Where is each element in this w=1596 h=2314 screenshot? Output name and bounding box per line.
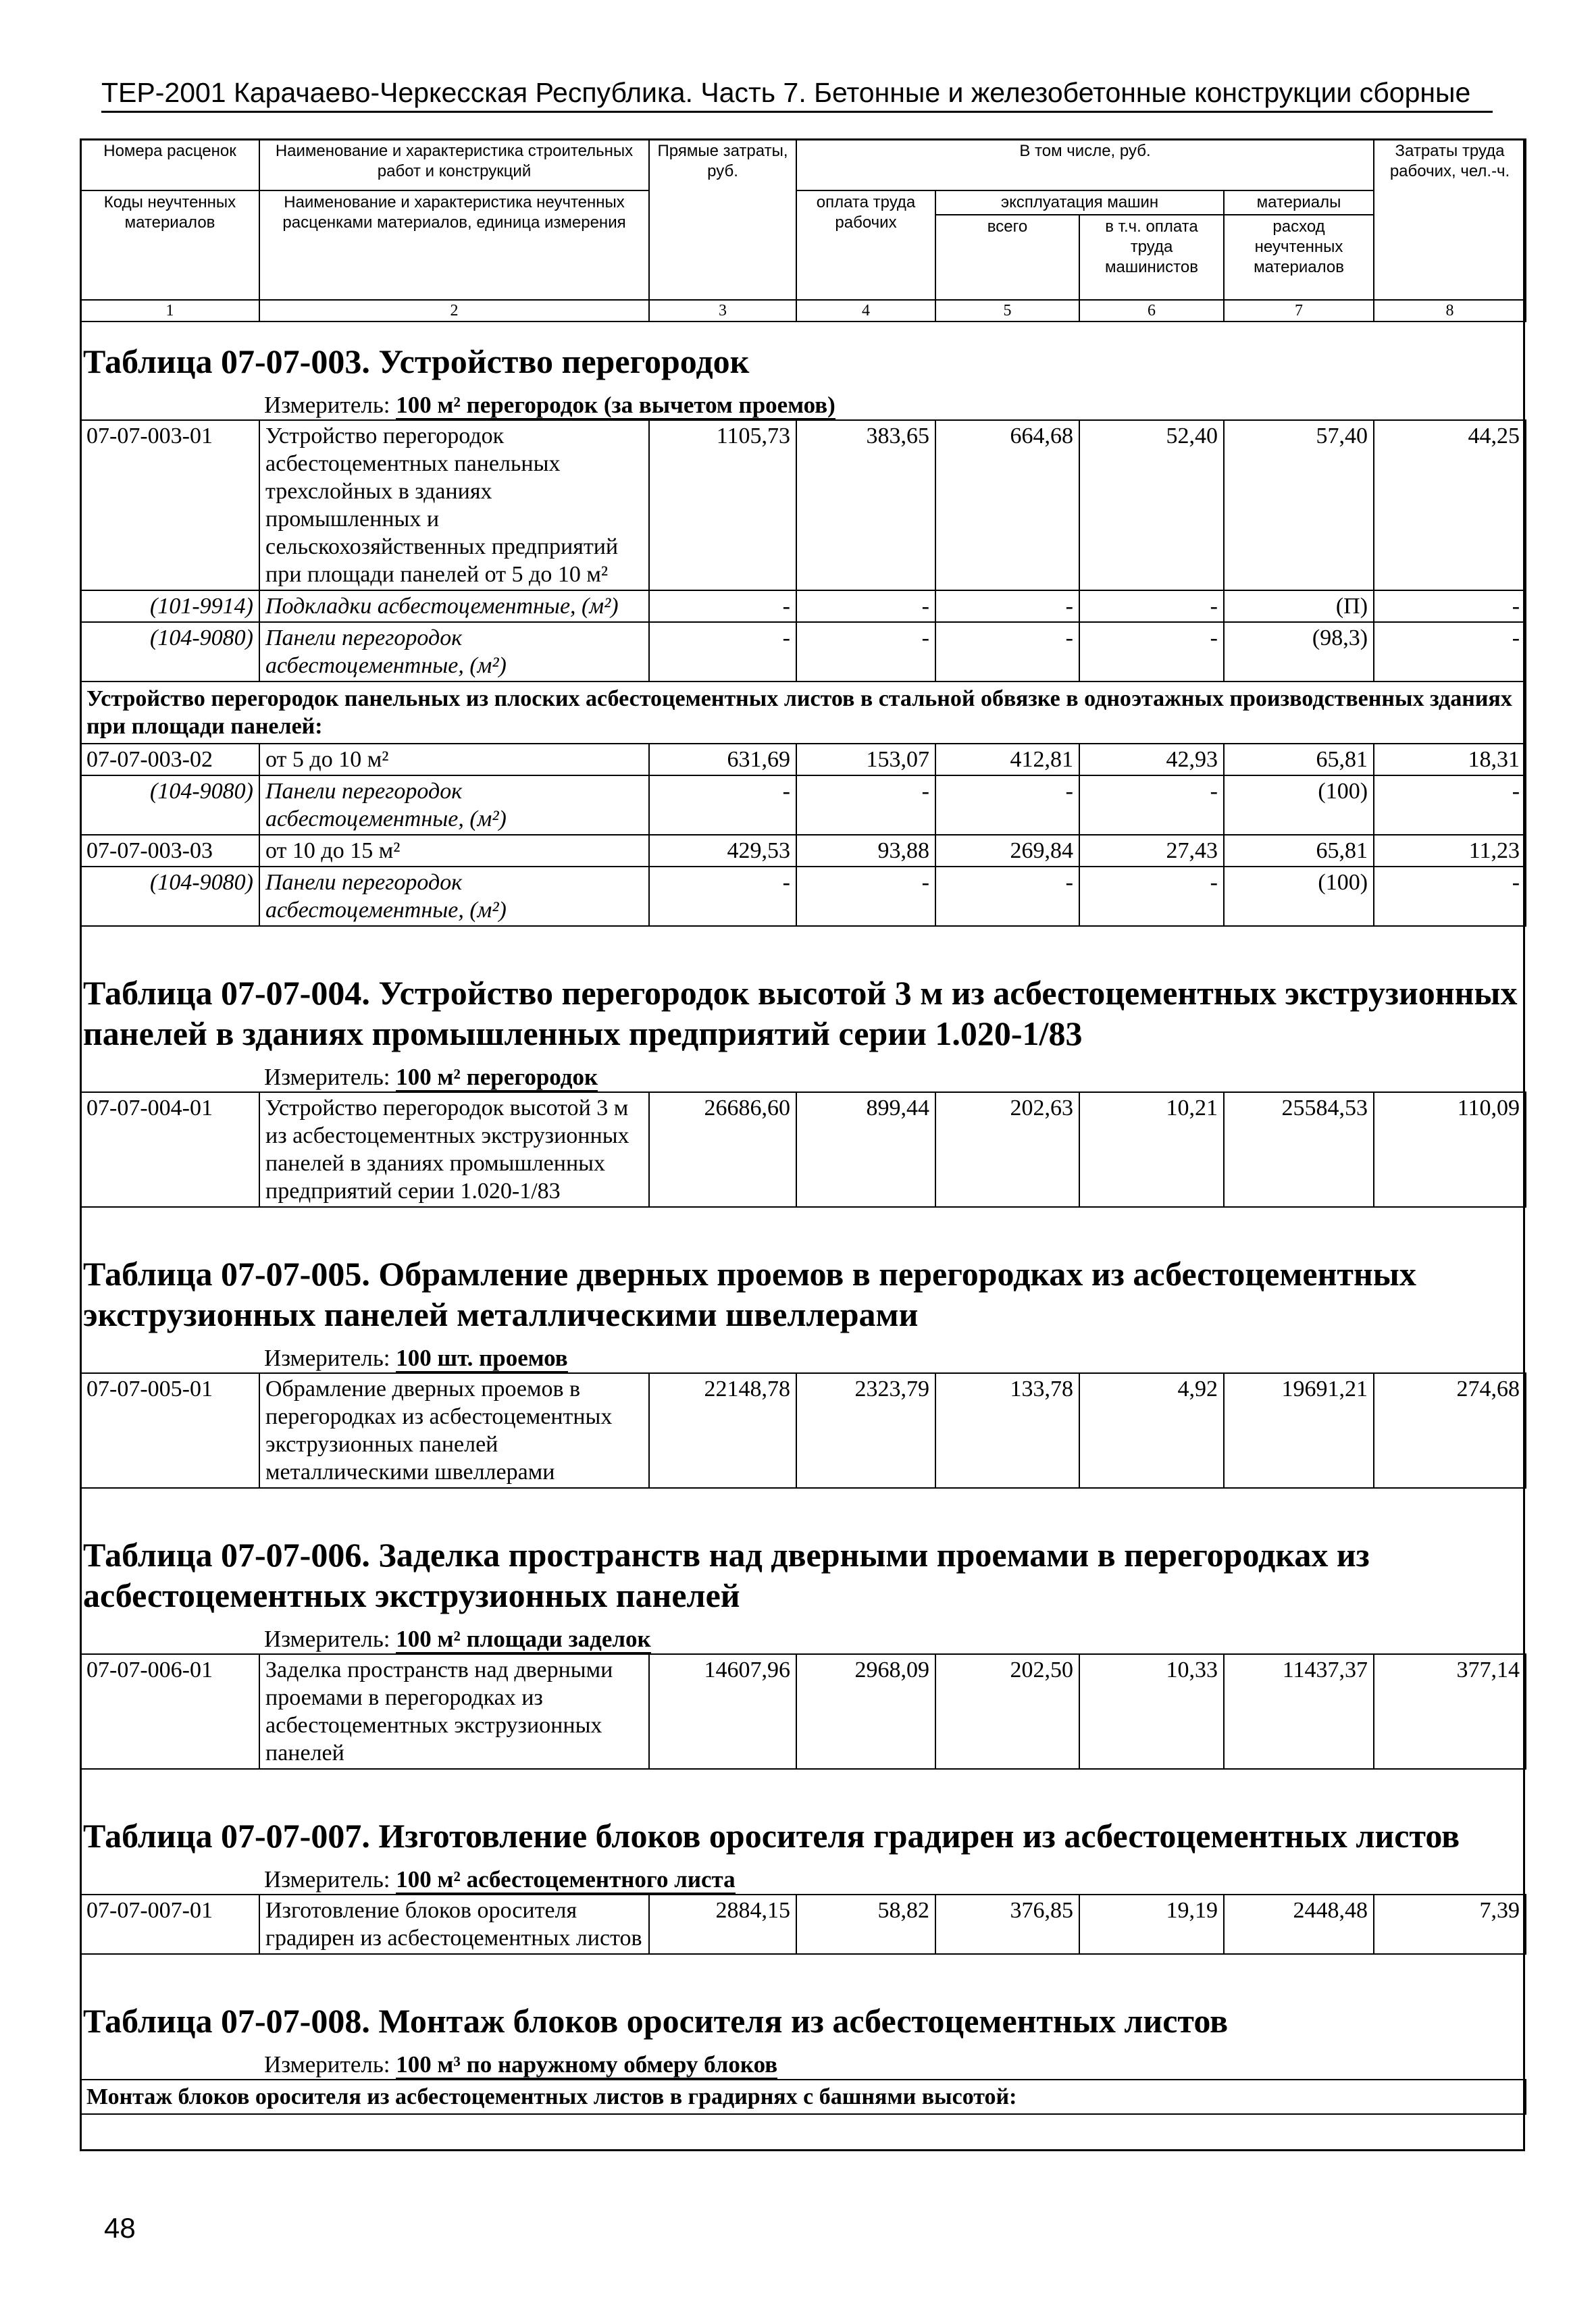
- machinists-pay: 42,93: [1079, 744, 1224, 775]
- measure-value: 100 м² перегородок (за вычетом проемов): [396, 392, 835, 420]
- direct-costs: -: [649, 622, 796, 682]
- machinists-pay: 52,40: [1079, 420, 1224, 590]
- machinists-pay: -: [1079, 867, 1224, 926]
- machines-total: 269,84: [935, 835, 1079, 867]
- header-col4: оплата труда рабочих: [796, 190, 935, 300]
- rate-name: от 10 до 15 м²: [259, 835, 649, 867]
- rate-code: 07-07-007-01: [80, 1895, 259, 1954]
- header-col1-bottom: Коды неучтенных материалов: [80, 190, 259, 300]
- direct-costs: -: [649, 867, 796, 926]
- measure-value: 100 м³ по наружному обмеру блоков: [396, 2051, 777, 2080]
- machinists-pay: -: [1079, 775, 1224, 835]
- materials: (98,3): [1224, 622, 1374, 682]
- column-number: 2: [259, 300, 649, 322]
- labor-pay: 153,07: [796, 744, 935, 775]
- measure-label: Измеритель:: [264, 1866, 390, 1893]
- measure-value: 100 шт. проемов: [396, 1345, 567, 1373]
- rate-name: Обрамление дверных проемов в перегородках из асбестоцементных экструзионных панелей металлическими швеллерами: [259, 1373, 649, 1488]
- materials: 2448,48: [1224, 1895, 1374, 1954]
- labor-pay: -: [796, 775, 935, 835]
- machinists-pay: -: [1079, 622, 1224, 682]
- measure-label: Измеритель:: [264, 1064, 390, 1090]
- header-col2-bottom: Наименование и характеристика неучтенных расценками материалов, единица измерения: [259, 190, 649, 300]
- column-number: 3: [649, 300, 796, 322]
- machines-total: 202,63: [935, 1092, 1079, 1207]
- header-col5: всего: [935, 215, 1079, 300]
- rate-code: 07-07-003-03: [80, 835, 259, 867]
- machinists-pay: 27,43: [1079, 835, 1224, 867]
- materials: (100): [1224, 867, 1374, 926]
- measure-label: Измеритель:: [264, 392, 390, 418]
- rate-name: Изготовление блоков оросителя градирен из асбестоцементных листов: [259, 1895, 649, 1954]
- measure-label: Измеритель:: [264, 2051, 390, 2078]
- page-number: 48: [104, 2212, 136, 2244]
- page-header: ТЕР-2001 Карачаево-Черкесская Республика. Часть 7. Бетонные и железобетонные конструкции сборные: [101, 76, 1493, 113]
- header-col1-top: Номера расценок: [80, 139, 259, 190]
- header-col3: Прямые затраты, руб.: [649, 139, 796, 300]
- table-title: Таблица 07-07-005. Обрамление дверных проемов в перегородках из асбестоцементных экструзионных панелей металлическими швеллерами: [83, 1255, 1416, 1333]
- header-group-machines: эксплуатация машин: [935, 190, 1224, 215]
- rate-code: 07-07-004-01: [80, 1092, 259, 1207]
- materials: (100): [1224, 775, 1374, 835]
- labor-hours: -: [1374, 590, 1526, 622]
- header-col6: в т.ч. оплата труда машинистов: [1079, 215, 1224, 300]
- labor-pay: 2968,09: [796, 1654, 935, 1769]
- rate-name: Устройство перегородок асбестоцементных панельных трехслойных в зданиях промышленных и сельскохозяйственных предприятий при площади панелей от 5 до 10 м²: [259, 420, 649, 590]
- labor-pay: 93,88: [796, 835, 935, 867]
- materials: (П): [1224, 590, 1374, 622]
- machines-total: -: [935, 775, 1079, 835]
- materials: 11437,37: [1224, 1654, 1374, 1769]
- machinists-pay: 4,92: [1079, 1373, 1224, 1488]
- machines-total: 202,50: [935, 1654, 1079, 1769]
- direct-costs: 2884,15: [649, 1895, 796, 1954]
- labor-pay: -: [796, 867, 935, 926]
- column-number: 1: [80, 300, 259, 322]
- labor-pay: 58,82: [796, 1895, 935, 1954]
- table-frame: [80, 138, 1525, 2151]
- machines-total: 133,78: [935, 1373, 1079, 1488]
- labor-hours: 18,31: [1374, 744, 1526, 775]
- header-col2-top: Наименование и характеристика строительных работ и конструкций: [259, 139, 649, 190]
- measure-value: 100 м² асбестоцементного листа: [396, 1866, 735, 1895]
- column-number: 4: [796, 300, 935, 322]
- subheading: Монтаж блоков оросителя из асбестоцементных листов в градирнях с башнями высотой:: [80, 2080, 1526, 2114]
- table-title: Таблица 07-07-008. Монтаж блоков оросителя из асбестоцементных листов: [83, 2002, 1229, 2040]
- materials: 19691,21: [1224, 1373, 1374, 1488]
- labor-hours: 110,09: [1374, 1092, 1526, 1207]
- rate-name: Панели перегородок асбестоцементные, (м²): [259, 775, 649, 835]
- labor-pay: 2323,79: [796, 1373, 935, 1488]
- header-col8: Затраты труда рабочих, чел.-ч.: [1374, 139, 1526, 300]
- header-group-materials: материалы: [1224, 190, 1374, 215]
- direct-costs: 429,53: [649, 835, 796, 867]
- table-title: Таблица 07-07-003. Устройство перегородок: [83, 342, 750, 380]
- labor-pay: 899,44: [796, 1092, 935, 1207]
- labor-hours: -: [1374, 775, 1526, 835]
- direct-costs: 1105,73: [649, 420, 796, 590]
- rate-name: Панели перегородок асбестоцементные, (м²): [259, 867, 649, 926]
- labor-hours: -: [1374, 867, 1526, 926]
- labor-hours: 274,68: [1374, 1373, 1526, 1488]
- measure-label: Измеритель:: [264, 1345, 390, 1371]
- labor-hours: -: [1374, 622, 1526, 682]
- direct-costs: 14607,96: [649, 1654, 796, 1769]
- header-col7: расход неучтенных материалов: [1224, 215, 1374, 300]
- header-group-incl: В том числе, руб.: [796, 139, 1374, 190]
- materials: 65,81: [1224, 744, 1374, 775]
- materials: 65,81: [1224, 835, 1374, 867]
- column-number: 5: [935, 300, 1079, 322]
- labor-hours: 44,25: [1374, 420, 1526, 590]
- rate-name: от 5 до 10 м²: [259, 744, 649, 775]
- rate-code: (101-9914): [80, 590, 259, 622]
- rate-code: (104-9080): [80, 622, 259, 682]
- rate-code: 07-07-006-01: [80, 1654, 259, 1769]
- machines-total: -: [935, 590, 1079, 622]
- machinists-pay: 10,21: [1079, 1092, 1224, 1207]
- table-title: Таблица 07-07-006. Заделка пространств над дверными проемами в перегородках из асбестоцементных экструзионных панелей: [83, 1536, 1370, 1614]
- direct-costs: 26686,60: [649, 1092, 796, 1207]
- rate-code: (104-9080): [80, 775, 259, 835]
- labor-hours: 7,39: [1374, 1895, 1526, 1954]
- measure-value: 100 м² перегородок: [396, 1064, 598, 1092]
- rate-code: 07-07-003-01: [80, 420, 259, 590]
- machinists-pay: -: [1079, 590, 1224, 622]
- column-number: 7: [1224, 300, 1374, 322]
- direct-costs: -: [649, 590, 796, 622]
- column-number: 6: [1079, 300, 1224, 322]
- machines-total: 664,68: [935, 420, 1079, 590]
- measure-label: Измеритель:: [264, 1626, 390, 1652]
- table-title: Таблица 07-07-007. Изготовление блоков оросителя градирен из асбестоцементных листов: [83, 1817, 1460, 1855]
- rate-code: 07-07-003-02: [80, 744, 259, 775]
- rate-name: Заделка пространств над дверными проемами в перегородках из асбестоцементных экструзионных панелей: [259, 1654, 649, 1769]
- machinists-pay: 19,19: [1079, 1895, 1224, 1954]
- machines-total: 412,81: [935, 744, 1079, 775]
- machines-total: -: [935, 622, 1079, 682]
- machinists-pay: 10,33: [1079, 1654, 1224, 1769]
- machines-total: -: [935, 867, 1079, 926]
- rate-code: 07-07-005-01: [80, 1373, 259, 1488]
- rate-name: Устройство перегородок высотой 3 м из асбестоцементных экструзионных панелей в зданиях промышленных предприятий серии 1.020-1/83: [259, 1092, 649, 1207]
- labor-hours: 377,14: [1374, 1654, 1526, 1769]
- rate-name: Подкладки асбестоцементные, (м²): [259, 590, 649, 622]
- rate-name: Панели перегородок асбестоцементные, (м²): [259, 622, 649, 682]
- measure-value: 100 м² площади заделок: [396, 1626, 650, 1654]
- materials: 25584,53: [1224, 1092, 1374, 1207]
- direct-costs: 631,69: [649, 744, 796, 775]
- direct-costs: 22148,78: [649, 1373, 796, 1488]
- machines-total: 376,85: [935, 1895, 1079, 1954]
- direct-costs: -: [649, 775, 796, 835]
- labor-pay: -: [796, 590, 935, 622]
- labor-pay: 383,65: [796, 420, 935, 590]
- materials: 57,40: [1224, 420, 1374, 590]
- subheading: Устройство перегородок панельных из плоских асбестоцементных листов в стальной обвязке в одноэтажных производственных зданиях при площади панелей:: [80, 682, 1526, 744]
- column-number: 8: [1374, 300, 1526, 322]
- labor-hours: 11,23: [1374, 835, 1526, 867]
- labor-pay: -: [796, 622, 935, 682]
- rate-code: (104-9080): [80, 867, 259, 926]
- table-title: Таблица 07-07-004. Устройство перегородок высотой 3 м из асбестоцементных экструзионных панелей в зданиях промышленных предприятий серии 1.020-1/83: [83, 974, 1518, 1052]
